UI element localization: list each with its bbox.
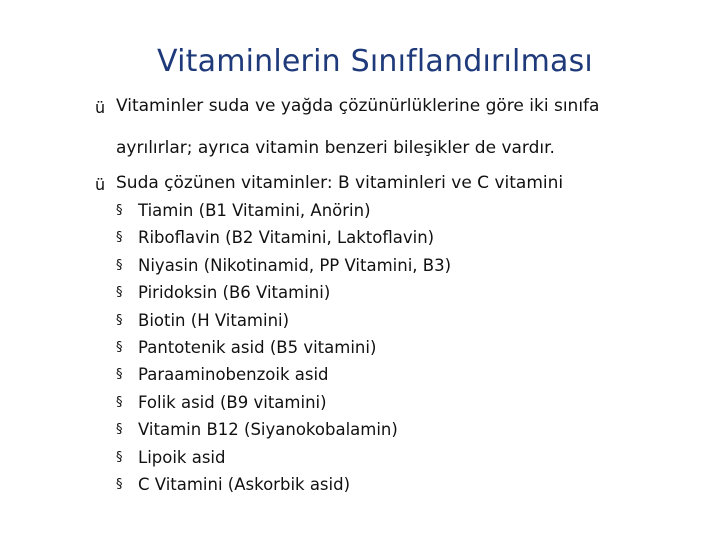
list-item-text: Riboflavin (B2 Vitamini, Laktoflavin)	[138, 228, 435, 248]
bullet-1-line-2: ayrılırlar; ayrıca vitamin benzeri bileşikler de vardır.	[116, 138, 555, 158]
section-sign-bullet-icon: §	[116, 285, 123, 301]
section-sign-bullet-icon: §	[116, 339, 123, 355]
section-sign-bullet-icon: §	[116, 203, 123, 218]
section-sign-bullet-icon: §	[116, 394, 123, 410]
section-sign-bullet-icon: §	[116, 367, 123, 383]
section-sign-bullet-icon: §	[116, 312, 123, 328]
section-sign-bullet-icon: §	[116, 422, 123, 438]
section-sign-bullet-icon: §	[116, 257, 123, 273]
list-item-text: Biotin (H Vitamini)	[138, 310, 290, 330]
checkmark-bullet-icon: ü	[95, 98, 106, 117]
section-sign-bullet-icon: §	[116, 476, 123, 492]
list-item-text: Paraaminobenzoik asid	[138, 365, 329, 385]
checkmark-bullet-icon: ü	[95, 175, 106, 194]
slide-title: Vitaminlerin Sınıflandırılması	[157, 44, 593, 79]
list-item-text: Piridoksin (B6 Vitamini)	[138, 283, 331, 303]
section-sign-bullet-icon: §	[116, 230, 123, 246]
bullet-1-line-1: Vitaminler suda ve yağda çözünürlüklerine göre iki sınıfa	[116, 96, 600, 116]
section-sign-bullet-icon: §	[116, 449, 123, 465]
list-item-text: Niyasin (Nikotinamid, PP Vitamini, B3)	[138, 255, 452, 275]
bullet-2-line-1: Suda çözünen vitaminler: B vitaminleri ve C vitamini	[116, 173, 564, 193]
list-item-text: Lipoik asid	[138, 447, 226, 467]
list-item-text: Folik asid (B9 vitamini)	[138, 392, 327, 412]
list-item-text: Vitamin B12 (Siyanokobalamin)	[138, 420, 398, 440]
list-item-text: Tiamin (B1 Vitamini, Anörin)	[138, 201, 371, 220]
list-item-text: C Vitamini (Askorbik asid)	[138, 474, 351, 494]
list-item-text: Pantotenik asid (B5 vitamini)	[138, 337, 377, 357]
